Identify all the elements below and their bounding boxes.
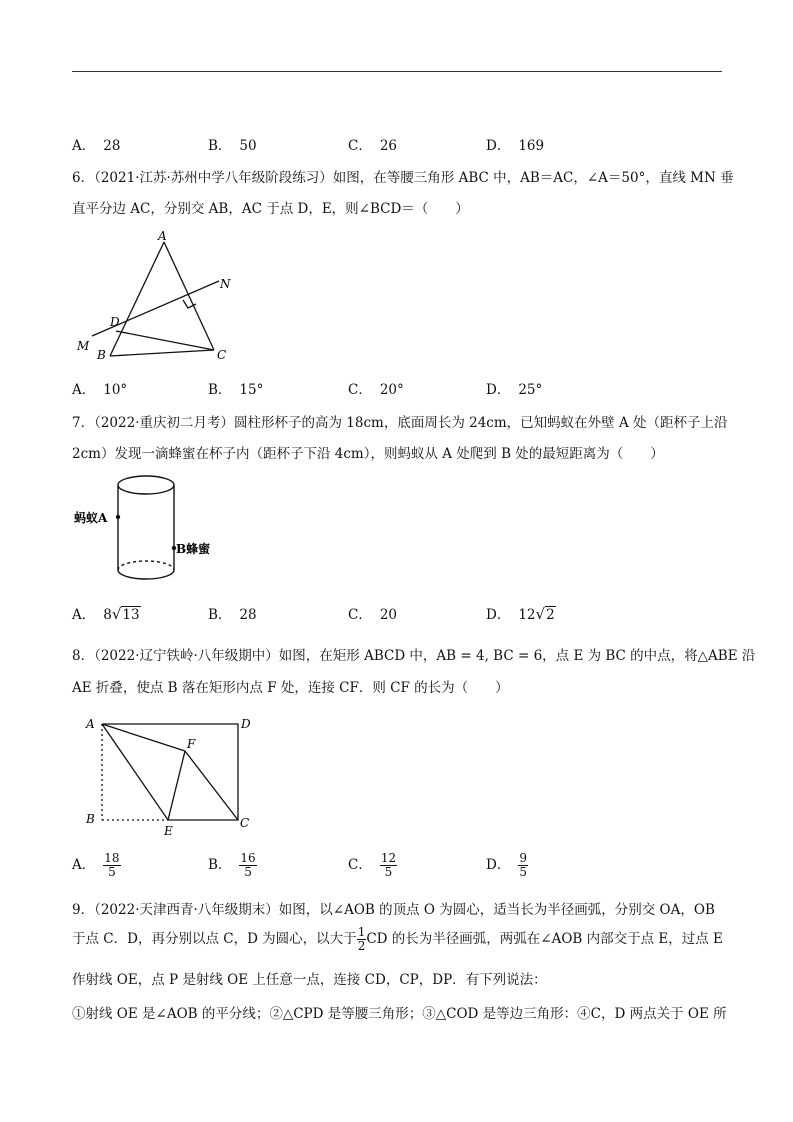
header-rule <box>72 71 722 72</box>
q8-label-d: D <box>241 717 251 731</box>
q8-segment-af <box>102 724 185 751</box>
q7-cup-bottom-front <box>118 570 174 579</box>
q7-figure <box>72 470 252 595</box>
q8-segment-ae <box>102 724 168 820</box>
q7-options <box>72 603 722 643</box>
fraction: $\frac{12}{5}$ <box>380 851 397 879</box>
q6-option-a[interactable]: A． 10° <box>72 382 128 398</box>
q8-options <box>72 852 722 892</box>
q8-label-c: C <box>240 816 250 830</box>
q6-option-b[interactable]: B． 15° <box>208 382 264 398</box>
q7-option-d[interactable]: D． 12 √ 2 <box>486 605 555 623</box>
sqrt-icon: √ 2 <box>535 605 555 623</box>
q6-segment-cd <box>116 331 214 350</box>
q7-cup-bottom-back <box>118 561 174 570</box>
q6-label-b: B <box>97 348 106 362</box>
q5-option-d[interactable]: D． 169 <box>486 138 545 154</box>
q6-stem-line1: 6．（2021·江苏·苏州中学八年级阶段练习）如图，在等腰三角形 ABC 中，AB＝AC，∠A＝50°，直线 MN 垂 <box>72 170 734 186</box>
q6-figure <box>72 226 242 366</box>
q6-label-a: A <box>158 229 167 243</box>
q7-point-a <box>116 515 120 519</box>
q7-option-c[interactable]: C． 20 <box>348 607 398 623</box>
q8-stem-line1: 8．（2022·辽宁铁岭·八年级期中）如图，在矩形 ABCD 中，AB = 4, BC = 6，点 E 为 BC 的中点，将△ABE 沿 <box>72 648 756 664</box>
q9-stem-line2: 于点 C．D，再分别以点 C，D 为圆心，以大于 $\frac{1}{2}$ CD 的长为半径画弧，两弧在∠AOB 内部交于点 E，过点 E <box>72 925 723 953</box>
sqrt-icon: √ 13 <box>111 605 140 623</box>
q7-label-ant: 蚂蚁A <box>74 511 108 525</box>
q6-label-n: N <box>220 277 231 291</box>
q7-stem-line2: 2cm）发现一滴蜂蜜在杯子内（距杯子下沿 4cm），则蚂蚁从 A 处爬到 B 处的最短距离为（ ） <box>72 446 664 462</box>
q8-stem-line2: AE 折叠，使点 B 落在矩形内点 F 处，连接 CF．则 CF 的长为（ ） <box>72 680 509 696</box>
fraction: $\frac{18}{5}$ <box>104 851 120 879</box>
q7-stem-line1: 7．（2022·重庆初二月考）圆柱形杯子的高为 18cm，底面周长为 24cm，已知蚂蚁在外壁 A 处（距杯子上沿 <box>72 415 728 431</box>
q6-label-d: D <box>110 315 120 329</box>
q6-stem-line2: 直平分边 AC，分别交 AB，AC 于点 D，E，则∠BCD＝（ ） <box>72 201 469 217</box>
q8-figure <box>80 710 260 840</box>
q8-label-e: E <box>164 824 173 838</box>
q8-option-d[interactable]: D． $\frac{9}{5}$ <box>486 851 527 879</box>
q8-label-f: F <box>187 737 196 751</box>
q8-option-a[interactable]: A． $\frac{18}{5}$ <box>72 851 120 879</box>
q8-option-b[interactable]: B． $\frac{16}{5}$ <box>208 851 256 879</box>
fraction: $\frac{16}{5}$ <box>240 851 256 879</box>
q8-label-a: A <box>86 717 95 731</box>
q5-option-a[interactable]: A． 28 <box>72 138 121 154</box>
q6-side-bc <box>110 350 214 356</box>
q6-option-c[interactable]: C． 20° <box>348 382 404 398</box>
q8-segment-cf <box>185 751 238 820</box>
q6-side-ac <box>164 242 214 350</box>
q6-label-m: M <box>77 339 90 353</box>
half-fraction: $\frac{1}{2}$ <box>357 925 366 953</box>
q5-option-c[interactable]: C． 26 <box>348 138 398 154</box>
q6-label-c: C <box>217 348 227 362</box>
q7-cup-top <box>118 476 174 494</box>
q9-stem-line1: 9．（2022·天津西青·八年级期末）如图，以∠AOB 的顶点 O 为圆心，适当长为半径画弧，分别交 OA，OB <box>72 902 715 918</box>
q7-option-b[interactable]: B． 28 <box>208 607 257 623</box>
q7-option-a[interactable]: A． 8 √ 13 <box>72 605 140 623</box>
q8-option-c[interactable]: C． $\frac{12}{5}$ <box>348 851 397 879</box>
q8-segment-ef <box>168 751 185 820</box>
q9-stem-line4: ①射线 OE 是∠AOB 的平分线；②△CPD 是等腰三角形；③△COD 是等边三角形：④C，D 两点关于 OE 所 <box>72 1006 727 1022</box>
q8-rectangle <box>102 724 238 820</box>
q9-stem-line3: 作射线 OE，点 P 是射线 OE 上任意一点，连接 CD，CP，DP．有下列说法： <box>72 972 547 988</box>
q5-option-b[interactable]: B． 50 <box>208 138 257 154</box>
q8-label-b: B <box>86 812 95 826</box>
q7-label-honey: B蜂蜜 <box>176 542 211 556</box>
fraction: $\frac{9}{5}$ <box>519 851 527 879</box>
q6-option-d[interactable]: D． 25° <box>486 382 543 398</box>
